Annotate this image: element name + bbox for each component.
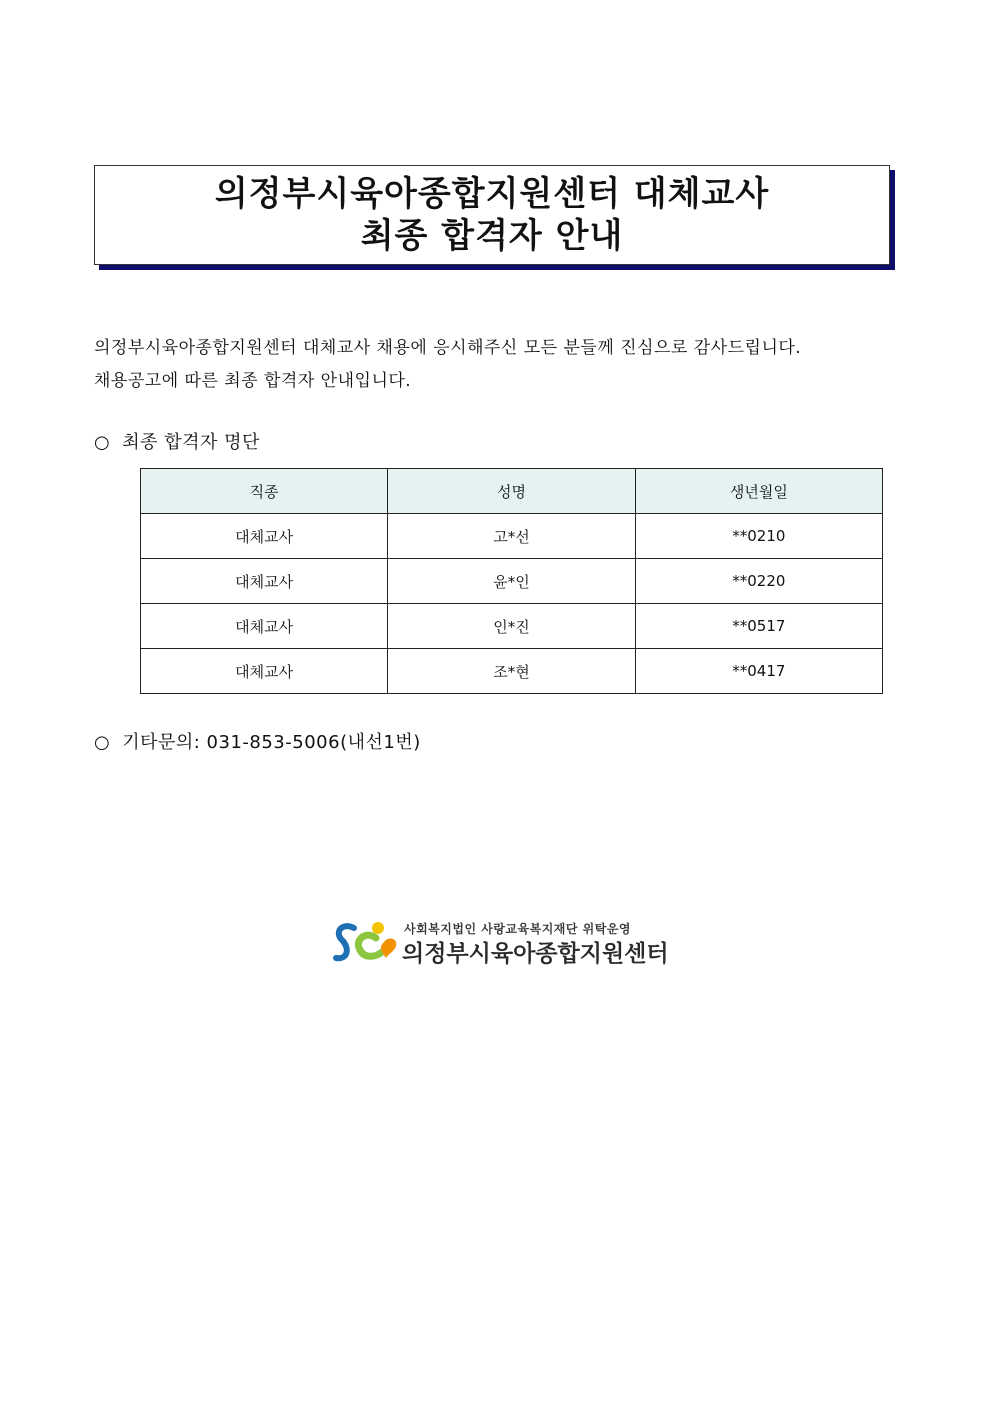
- cell-job-type: 대체교사: [141, 649, 388, 694]
- header-job-type: 직종: [141, 469, 388, 514]
- title-line-2: 최종 합격자 안내: [360, 216, 624, 256]
- contact-label: 기타문의: 031-853-5006(내선1번): [122, 732, 421, 753]
- cell-job-type: 대체교사: [141, 514, 388, 559]
- table-row: [141, 559, 883, 604]
- cell-birthdate: **0220: [635, 559, 882, 604]
- cell-job-type: 대체교사: [141, 559, 388, 604]
- header-birthdate: 생년월일: [635, 469, 882, 514]
- title-box: [94, 165, 890, 265]
- cell-birthdate: **0517: [635, 604, 882, 649]
- roster-table: [140, 468, 883, 694]
- logo-subtitle: 사회복지법인 사랑교육복지재단 위탁운영: [404, 922, 632, 936]
- circle-bullet-icon: ○: [94, 732, 111, 753]
- circle-bullet-icon: ○: [94, 432, 111, 453]
- cell-name: 고*선: [388, 514, 635, 559]
- cell-birthdate: **0417: [635, 649, 882, 694]
- intro-text: [94, 332, 801, 398]
- table-row: [141, 604, 883, 649]
- intro-line-1: 의정부시육아종합지원센터 대체교사 채용에 응시해주신 모든 분들께 진심으로 감사드립니다.: [94, 338, 802, 358]
- section-contact: [94, 728, 421, 754]
- cell-name: 인*진: [388, 604, 635, 649]
- cell-name: 윤*인: [388, 559, 635, 604]
- table-row: [141, 649, 883, 694]
- intro-line-2: 채용공고에 따른 최종 합격자 안내입니다.: [94, 371, 412, 391]
- logo-emblem-icon: [332, 918, 402, 966]
- cell-job-type: 대체교사: [141, 604, 388, 649]
- table-row: [141, 514, 883, 559]
- section-roster-label: 최종 합격자 명단: [122, 432, 260, 453]
- center-logo: [332, 918, 669, 968]
- cell-birthdate: **0210: [635, 514, 882, 559]
- title-frame: [94, 165, 890, 265]
- cell-name: 조*현: [388, 649, 635, 694]
- table-header-row: [141, 469, 883, 514]
- section-roster-heading: [94, 428, 260, 454]
- logo-name: 의정부시육아종합지원센터: [402, 941, 669, 967]
- header-name: 성명: [388, 469, 635, 514]
- title-line-1: 의정부시육아종합지원센터 대체교사: [214, 174, 770, 214]
